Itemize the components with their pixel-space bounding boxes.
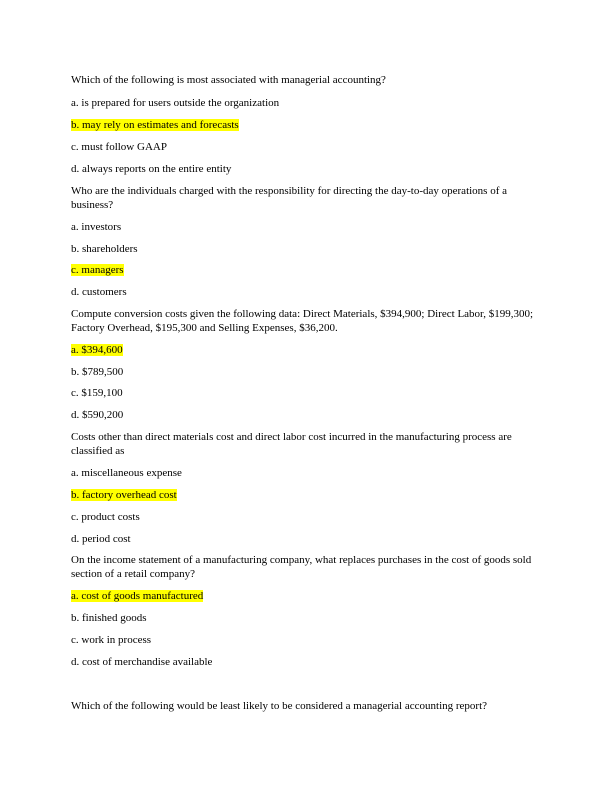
question-3-option-c: c. $159,100 (71, 387, 123, 399)
highlighted-answer: a. $394,600 (71, 344, 123, 356)
question-6-text: Which of the following would be least likely to be considered a managerial accounting report? (71, 700, 488, 712)
question-3-option-a (71, 343, 541, 357)
question-2-option-a: a. investors (71, 221, 122, 233)
question-5-text: On the income statement of a manufacturing company, what replaces purchases in the cost of goods sold section of a retail company? (71, 554, 532, 580)
question-2-text: Who are the individuals charged with the responsibility for directing the day-to-day operations of a business? (71, 185, 508, 211)
question-3-text: Compute conversion costs given the following data: Direct Materials, $394,900; Direct Labor, $199,300; Factory Overhead, $195,300 and Selling Expenses, $36,200. (71, 308, 534, 334)
question-1-option-a: a. is prepared for users outside the organization (71, 97, 280, 109)
question-5-option-c: c. work in process (71, 634, 152, 646)
question-4-option-d: d. period cost (71, 533, 131, 545)
question-1-option-b (71, 118, 541, 132)
question-2-option-d: d. customers (71, 286, 127, 298)
question-4-option-c: c. product costs (71, 511, 140, 523)
question-5-option-b: b. finished goods (71, 612, 147, 624)
highlighted-answer: b. factory overhead cost (71, 489, 177, 501)
highlighted-answer: b. may rely on estimates and forecasts (71, 119, 239, 131)
question-4-text: Costs other than direct materials cost and direct labor cost incurred in the manufacturing process are classified as (71, 431, 512, 457)
question-2-option-c (71, 263, 541, 277)
question-3-option-d: d. $590,200 (71, 409, 124, 421)
question-4-option-b (71, 488, 541, 502)
question-1-option-c: c. must follow GAAP (71, 141, 167, 153)
question-1-option-d: d. always reports on the entire entity (71, 163, 232, 175)
question-4-option-a: a. miscellaneous expense (71, 467, 182, 479)
highlighted-answer: c. managers (71, 264, 124, 276)
question-2-option-b: b. shareholders (71, 243, 138, 255)
highlighted-answer: a. cost of goods manufactured (71, 590, 204, 602)
question-3-option-b: b. $789,500 (71, 366, 124, 378)
question-5-option-d: d. cost of merchandise available (71, 656, 213, 668)
question-5-option-a (71, 589, 541, 603)
question-1-text: Which of the following is most associated with managerial accounting? (71, 74, 386, 86)
